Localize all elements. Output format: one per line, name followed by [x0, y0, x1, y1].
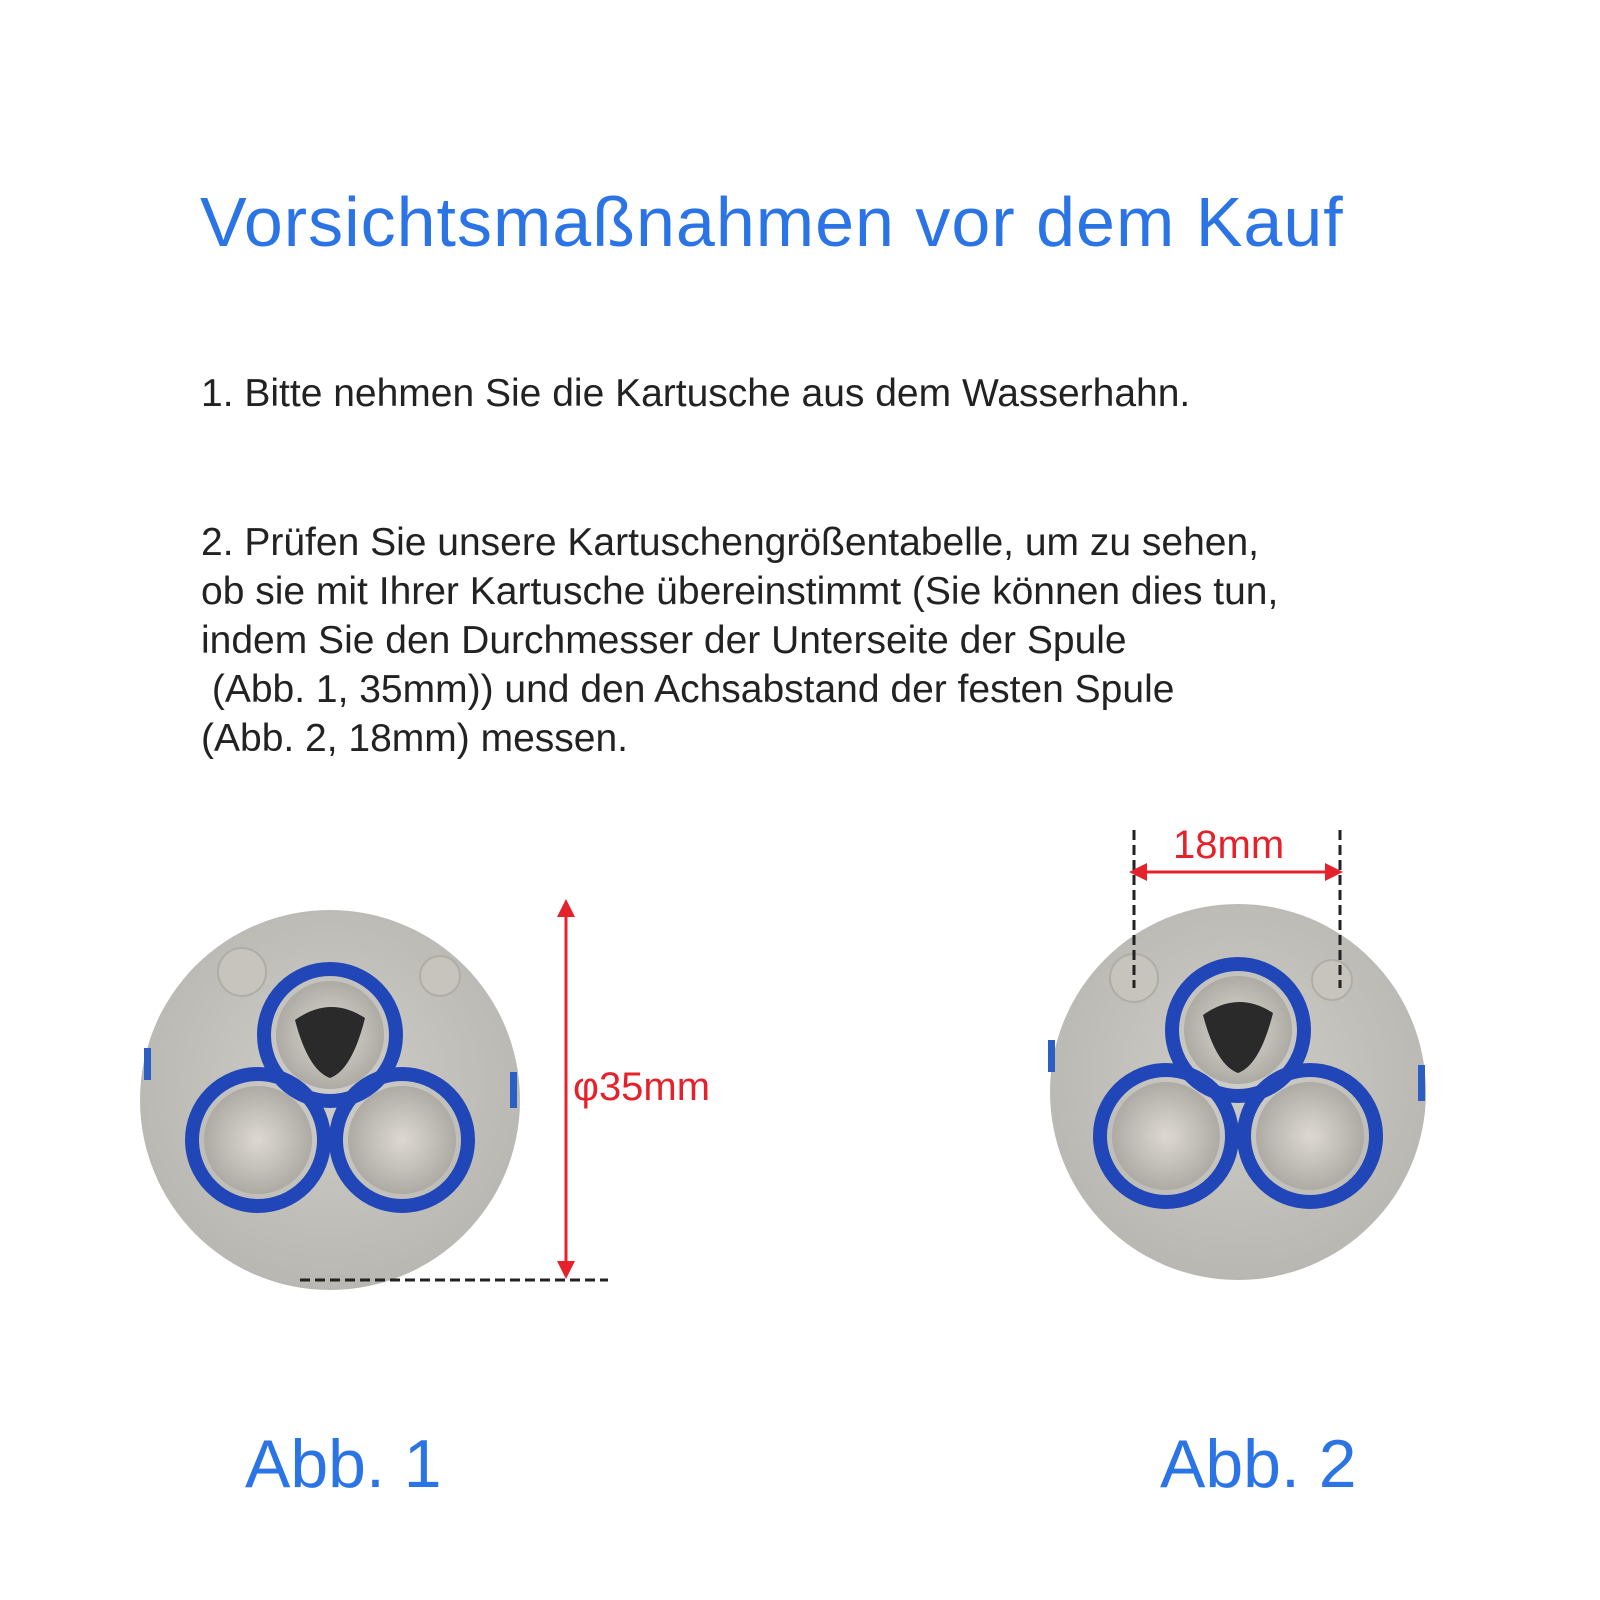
diameter-dimension [130, 890, 770, 1310]
pin-spacing-label: 18mm [1173, 830, 1285, 867]
step-2-line-2: ob sie mit Ihrer Kartusche übereinstimmt (Sie können dies tun, [201, 570, 1279, 613]
figure-1-cartridge-diameter [130, 900, 770, 1320]
figure-2-caption: Abb. 2 [1160, 1426, 1357, 1502]
figure-1-caption: Abb. 1 [245, 1426, 442, 1502]
page-title: Vorsichtsmaßnahmen vor dem Kauf [200, 183, 1344, 261]
figure-2-cartridge-pin-spacing [1020, 830, 1440, 1310]
cartridge-pin-spacing-illustration [1020, 830, 1440, 1310]
instruction-step-2 [201, 518, 1278, 763]
step-2-line-5: (Abb. 2, 18mm) messen. [201, 717, 628, 760]
step-2-line-3: indem Sie den Durchmesser der Unterseite der Spule [201, 619, 1127, 662]
step-2-line-1: 2. Prüfen Sie unsere Kartuschengrößentabelle, um zu sehen, [201, 521, 1259, 564]
diameter-label: φ35mm [573, 1065, 711, 1109]
step-2-line-4: (Abb. 1, 35mm)) und den Achsabstand der festen Spule [201, 668, 1175, 711]
instruction-step-1 [201, 369, 1190, 418]
step-1-line-1: 1. Bitte nehmen Sie die Kartusche aus dem Wasserhahn. [201, 372, 1191, 415]
